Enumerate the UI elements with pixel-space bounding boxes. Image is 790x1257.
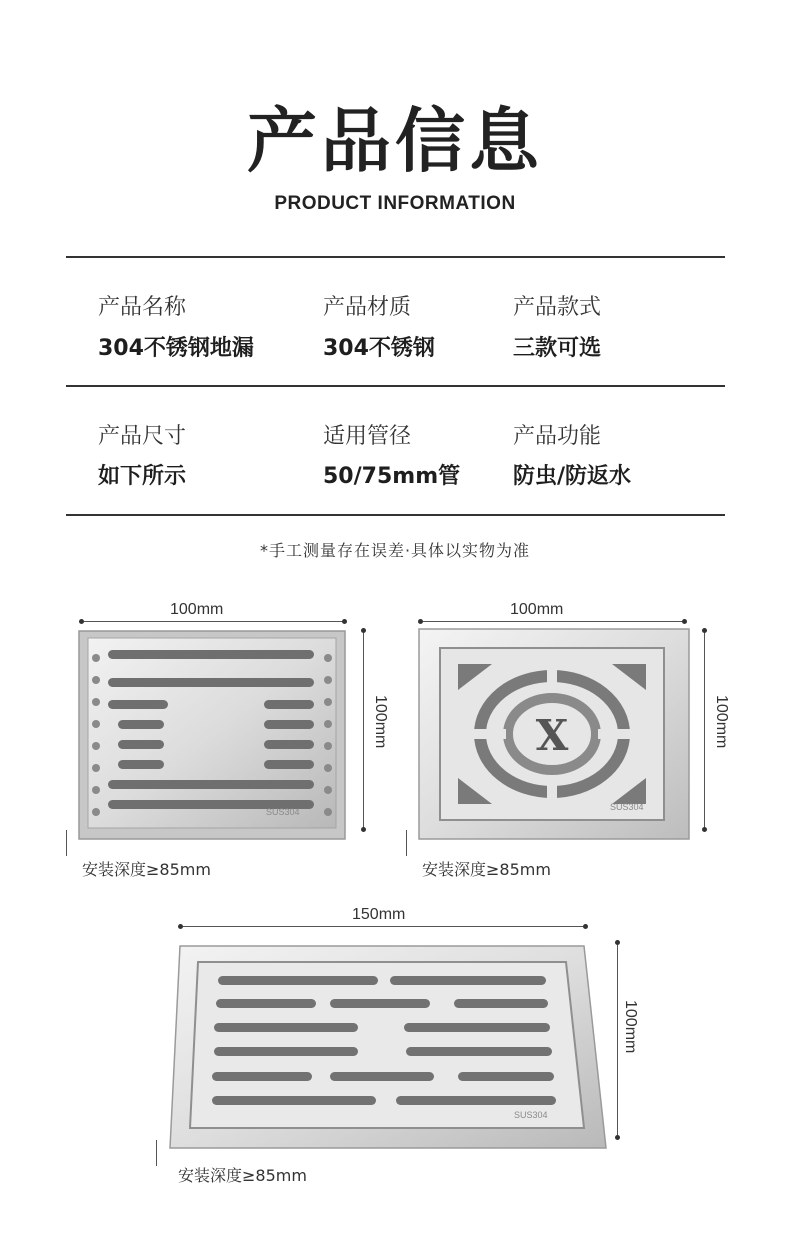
product-2-height-marker-bottom [702, 827, 707, 832]
spec-label-pipe: 适用管径 [323, 424, 412, 449]
product-2-height-label: 100mm [713, 695, 730, 749]
product-1-depth-label: 安装深度≥85mm [82, 860, 211, 879]
product-2-width-marker-right [682, 619, 687, 624]
product-2-width-label: 100mm [510, 601, 564, 618]
spec-value-style: 三款可选 [513, 336, 602, 361]
product-2-stamp: SUS304 [610, 802, 644, 812]
product-3-depth-label: 安装深度≥85mm [178, 1166, 307, 1185]
spec-value-function: 防虫/防返水 [513, 464, 632, 489]
product-1-width-marker-left [79, 619, 84, 624]
product-3-width-label: 150mm [352, 906, 406, 923]
product-1-height-label: 100mm [372, 695, 389, 749]
product-3-height-marker-bottom [615, 1135, 620, 1140]
product-3-depth-line [156, 1140, 157, 1166]
spec-label-size: 产品尺寸 [98, 424, 187, 449]
product-2-drain-image [418, 628, 692, 842]
product-2-depth-line [406, 830, 407, 856]
product-1-width-marker-right [342, 619, 347, 624]
spec-value-name: 304不锈钢地漏 [98, 336, 254, 361]
product-1-width-label: 100mm [170, 601, 224, 618]
product-1-drain-image [78, 630, 350, 842]
spec-label-material: 产品材质 [323, 295, 412, 320]
product-2-height-line [704, 630, 705, 830]
product-2-width-marker-left [418, 619, 423, 624]
product-1-height-line [363, 630, 364, 830]
product-3-stamp: SUS304 [514, 1110, 548, 1120]
product-1-height-marker-bottom [361, 827, 366, 832]
product-3-height-line [617, 942, 618, 1138]
product-2-depth-label: 安装深度≥85mm [422, 860, 551, 879]
spec-label-function: 产品功能 [513, 424, 602, 449]
product-2-height-marker-top [702, 628, 707, 633]
table-middle-divider [66, 385, 725, 387]
product-1-width-line [81, 621, 345, 622]
measurement-note: *手工测量存在误差·具体以实物为准 [259, 541, 531, 560]
page-title: 产品信息 [247, 100, 543, 182]
spec-label-style: 产品款式 [513, 295, 602, 320]
product-3-width-line [180, 926, 586, 927]
product-2-emblem: X [535, 711, 569, 760]
product-3-width-marker-right [583, 924, 588, 929]
spec-label-name: 产品名称 [98, 295, 187, 320]
product-2-width-line [420, 621, 685, 622]
product-1-depth-line [66, 830, 67, 856]
product-1-height-marker-top [361, 628, 366, 633]
table-top-divider [66, 256, 725, 258]
product-3-drain-image [168, 942, 610, 1152]
spec-value-pipe: 50/75mm管 [323, 464, 461, 489]
spec-value-size: 如下所示 [98, 464, 187, 489]
product-3-height-marker-top [615, 940, 620, 945]
table-bottom-divider [66, 514, 725, 516]
product-3-height-label: 100mm [622, 1000, 639, 1054]
product-3-width-marker-left [178, 924, 183, 929]
page-subtitle: PRODUCT INFORMATION [274, 193, 516, 214]
product-1-stamp: SUS304 [266, 807, 300, 817]
spec-value-material: 304不锈钢 [323, 336, 435, 361]
